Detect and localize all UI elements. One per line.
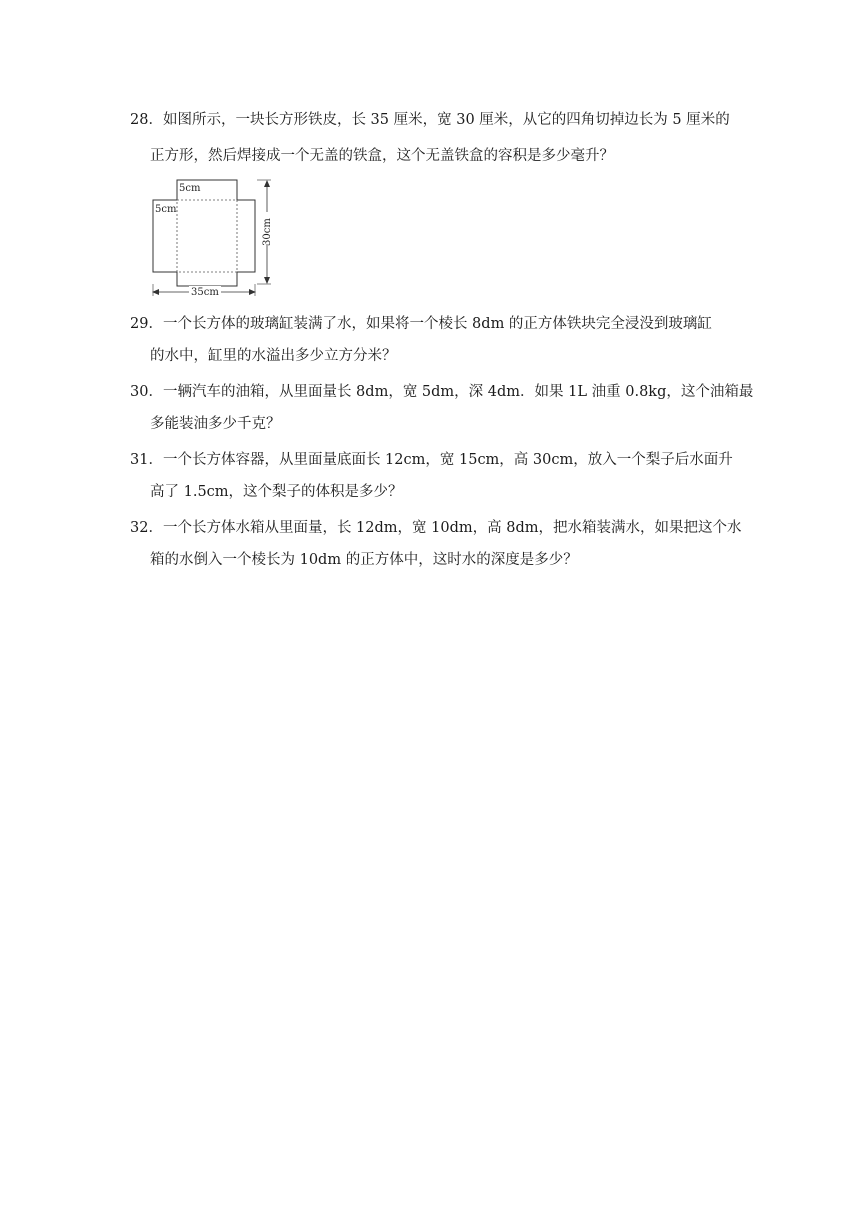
- sheet-diagram-svg: [145, 174, 285, 300]
- question-29-line-2: 的水中，缸里的水溢出多少立方分米？: [150, 348, 397, 364]
- question-28-line-1: 28．如图所示，一块长方形铁皮，长 35 厘米，宽 30 厘米，从它的四角切掉边长为 5 厘米的: [130, 112, 730, 128]
- top-cut-label: 5cm: [179, 183, 201, 194]
- question-31-line-2: 高了 1.5cm，这个梨子的体积是多少？: [150, 484, 403, 500]
- sheet-outline: [153, 180, 255, 286]
- question-31-line-1: 31．一个长方体容器，从里面量底面长 12cm，宽 15cm，高 30cm，放入一个梨子后水面升: [130, 452, 733, 468]
- sheet-diagram: [145, 174, 285, 300]
- height-arrow-bottom: [264, 277, 270, 284]
- side-cut-label: 5cm: [155, 204, 177, 215]
- width-label: 35cm: [191, 287, 219, 298]
- height-arrow-top: [264, 180, 270, 187]
- height-label: 30cm: [262, 218, 273, 246]
- question-30-line-2: 多能装油多少千克？: [150, 416, 281, 432]
- question-29-line-1: 29．一个长方体的玻璃缸装满了水，如果将一个棱长 8dm 的正方体铁块完全浸没到玻璃缸: [130, 316, 712, 332]
- question-32-line-2: 箱的水倒入一个棱长为 10dm 的正方体中，这时水的深度是多少？: [150, 552, 578, 568]
- question-32-line-1: 32．一个长方体水箱从里面量，长 12dm，宽 10dm，高 8dm，把水箱装满水，如果把这个水: [130, 520, 742, 536]
- fold-lines: [177, 200, 237, 272]
- question-28-line-2: 正方形，然后焊接成一个无盖的铁盒，这个无盖铁盒的容积是多少毫升？: [150, 148, 614, 164]
- question-30-line-1: 30．一辆汽车的油箱，从里面量长 8dm，宽 5dm，深 4dm．如果 1L 油重 0.8kg，这个油箱最: [130, 384, 754, 400]
